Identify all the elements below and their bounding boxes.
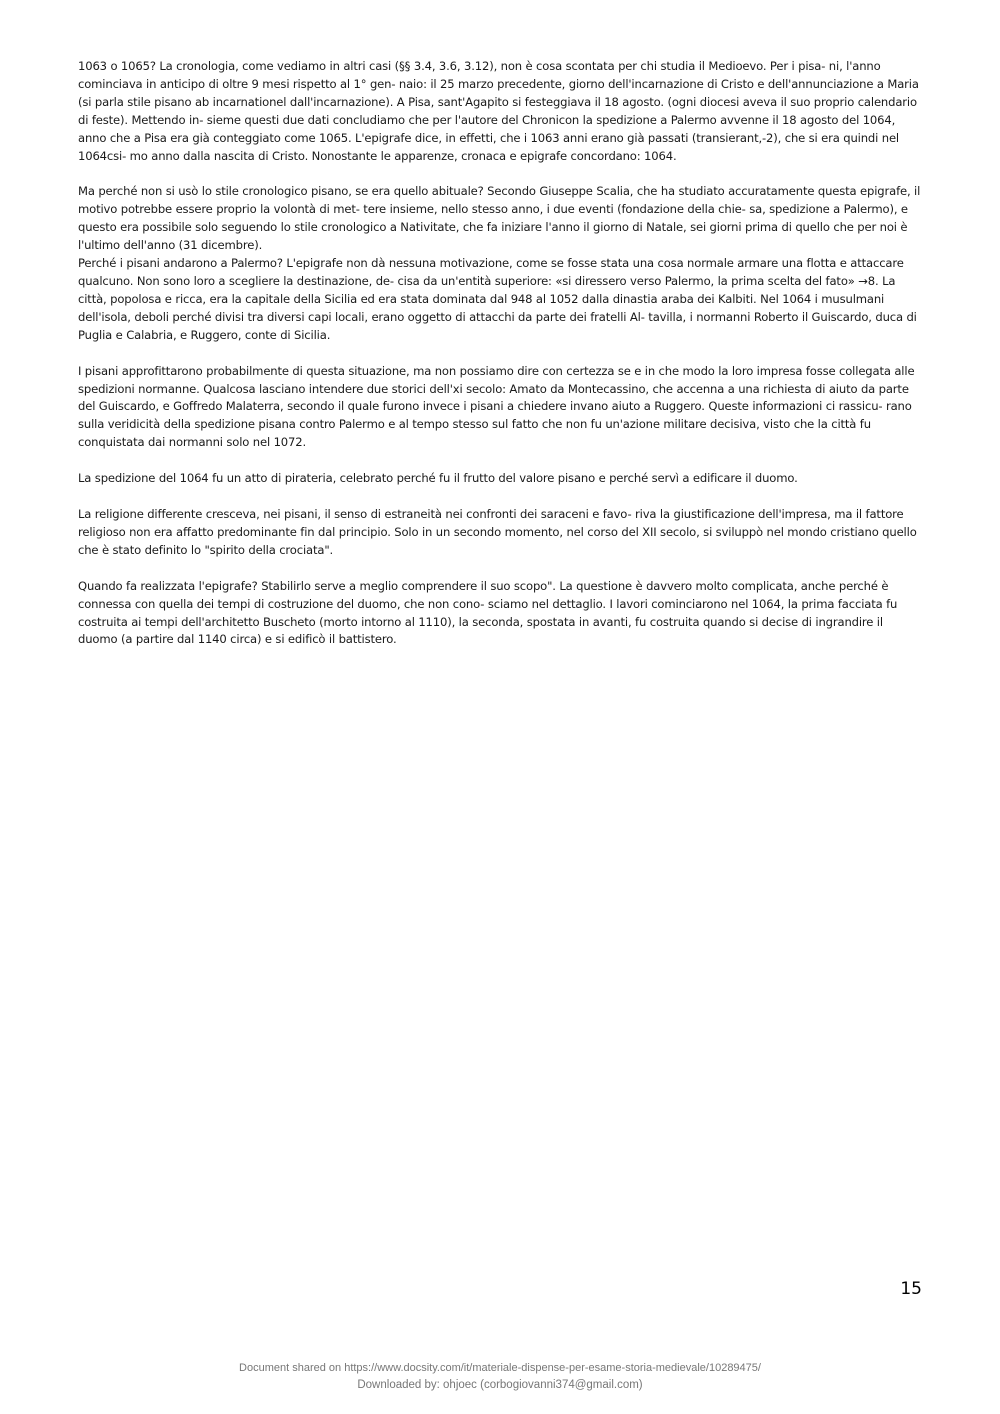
footer-shared-link[interactable]: Document shared on https://www.docsity.com/it/materiale-dispense-per-esame-storia-medievale/10289475/ (239, 1362, 761, 1374)
paragraph-palermo-motive: Perché i pisani andarono a Palermo? L'epigrafe non dà nessuna motivazione, come se fosse stata una cosa normale armare una flotta e attaccare qualcuno. Non sono loro a scegliere la destinazione, de- cisa da un'entità superiore: «si diressero verso Palermo, la prima scelta del fato» →8. La città, popolosa e ricca, era la capitale della Sicilia ed era stata dominata dal 948 al 1052 dalla dinastia araba dei Kalbiti. Nel 1064 i musulmani dell'isola, deboli perché divisi tra diversi capi locali, erano oggetto di attacchi da parte dei fratelli Al- tavilla, i normanni Roberto il Guiscardo, duca di Puglia e Calabria, e Ruggero, conte di Sicilia. (78, 256, 917, 342)
footer-downloaded-by: Downloaded by: ohjoec (corbogiovanni374@gmail.com) (357, 1379, 643, 1391)
paragraph-piracy: La spedizione del 1064 fu un atto di pirateria, celebrato perché fu il frutto del valore pisano e perché servì a edificare il duomo. (78, 471, 798, 486)
page-number: 15 (900, 1279, 922, 1299)
paragraph-religion: La religione differente cresceva, nei pisani, il senso di estraneità nei confronti dei saraceni e favo- riva la giustificazione dell'impresa, ma il fattore religioso non era affatto predominante fin dal principio. Solo in un secondo momento, nel corso del XII secolo, si sviluppò nel mondo cristiano quello che è stato definito lo "spirito della crociata". (78, 507, 917, 557)
paragraph-epigraph-date: Quando fa realizzata l'epigrafe? Stabilirlo serve a meglio comprendere il suo scopo". La questione è davvero molto complicata, anche perché è connessa con quella dei tempi di costruzione del duomo, che non cono- sciamo nel dettaglio. I lavori cominciarono nel 1064, la prima facciata fu costruita ai tempi dell'architetto Buscheto (morto intorno al 1110), la seconda, spostata in avanti, fu costruita quando si decise di ingrandire il duomo (a partire dal 1140 circa) e si edificò il battistero. (78, 578, 898, 647)
paragraph-normans: I pisani approfittarono probabilmente di questa situazione, ma non possiamo dire con certezza se e in che modo la loro impresa fosse collegata alle spedizioni normanne. Qualcosa lasciano intendere due storici dell'xi secolo: Amato da Montecassino, che accenna a una richiesta di aiuto da parte del Guiscardo, e Goffredo Malaterra, secondo il quale furono invece i pisani a chiedere invano aiuto a Ruggero. Queste informazioni ci rassicu- rano sulla veridicità della spedizione pisana contro Palermo e al tempo stesso sul fatto che non fu un'azione militare decisiva, visto che la città fu conquistata dai normanni solo nel 1072. (78, 363, 915, 450)
paragraph-chronology: 1063 o 1065? La cronologia, come vediamo in altri casi (§§ 3.4, 3.6, 3.12), non è cosa scontata per chi studia il Medioevo. Per i pisa- ni, l'anno cominciava in anticipo di oltre 9 mesi rispetto al 1° gen- naio: il 25 marzo precedente, giorno dell'incarnazione di Cristo e dell'annunciazione a Maria (si parla stile pisano ab incarnationel dall'incarnazione). A Pisa, sant'Agapito si festeggiava il 18 agosto. (ogni diocesi aveva il suo proprio calendario di feste). Mettendo in- sieme questi due dati concludiamo che per l'autore del Chronicon la spedizione a Palermo avvenne il 18 agosto del 1064, anno che a Pisa era già conteggiato come 1065. L'epigrafe dice, in effetti, che i 1063 anni erano già passati (transierant,-2), che si era quindi nel 1064csi- mo anno dalla nascita di Cristo. Nonostante le apparenze, cronaca e epigrafe concordano: 1064. (78, 59, 919, 163)
document-body (78, 58, 922, 667)
paragraph-pisan-style: Ma perché non si usò lo stile cronologico pisano, se era quello abituale? Secondo Giuseppe Scalia, che ha studiato accuratamente questa epigrafe, il motivo potrebbe essere proprio la volontà di met- tere insieme, nello stesso anno, i due eventi (fondazione della chie- sa, spedizione a Palermo), e questo era possibile solo seguendo lo stile cronologico a Nativitate, che fa iniziare l'anno il giorno di Natale, sei giorni prima di quello che per noi è l'ultimo dell'anno (31 dicembre). (78, 184, 921, 253)
